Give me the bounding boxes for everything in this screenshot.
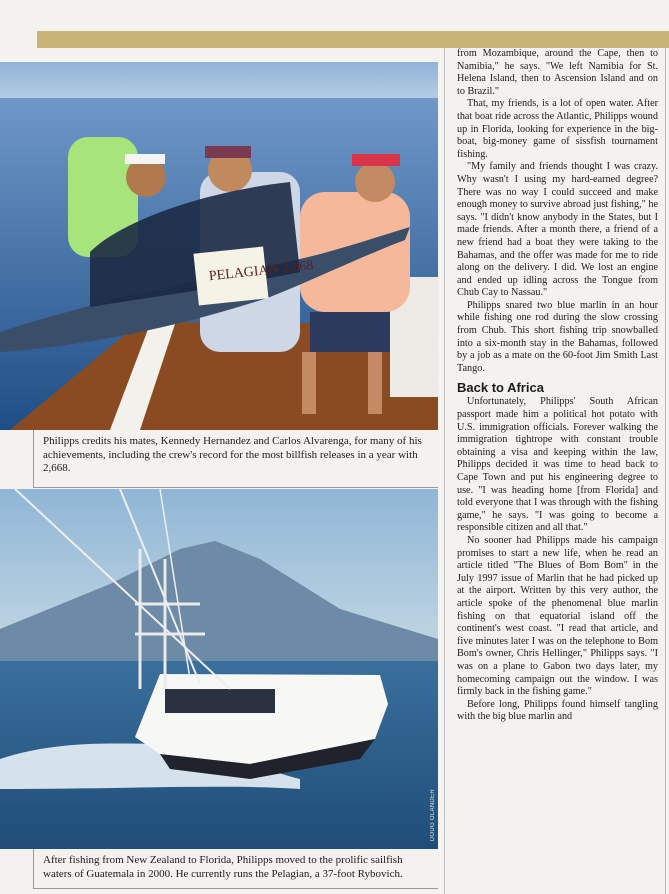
column-rule [444, 48, 445, 894]
article-paragraph: No sooner had Philipps made his campaign promises to start a new life, when he read an article titled "The Blues of Bom Bom" in the July 1997 issue of Marlin that he had picked up at the airport. Written by this very author, the article spoke of the phenomenal blue marlin fishing on that equatorial island off the continent's west coast. "I read that article, and five minutes later I was on the telephone to Bom Bom's owner, Chris Hellinger," Philipps says. "I was on a plane to Gabon two days later, my homecoming campaign out the window. I was firmly back in the fishing game." [457, 534, 658, 698]
flag-tag-text: PELAGIAN 2,668 [208, 258, 315, 285]
article-paragraph: That, my friends, is a lot of open water. After that boat ride across the Atlantic, Philipps wound up in Florida, looking for experience in the big-boat, big-money game of sissfish tournament fishing. [457, 98, 658, 160]
article-column [457, 48, 658, 724]
photo-anglers-illustration [0, 62, 438, 430]
cabin-windows [165, 689, 275, 713]
header-accent-bar [37, 31, 669, 48]
article-paragraph: Unfortunately, Philipps' South African passport made him a political hot potato with U.S. immigration officials. Forever walking the immigration tightrope with constant trouble obtaining a visa and keeping within the law, Philipps decided it was time to head back to Cape Town and put his engineering degree to use. "I was heading home [from Florida] and told everyone that I was through with the fishing game," he says. "I was going to become a responsible citizen and all that." [457, 396, 658, 534]
angler-left-cap [125, 154, 165, 164]
photo2-caption: After fishing from New Zealand to Florida, Philipps moved to the prolific sailfish waters of Guatemala in 2000. He currently runs the Pelagian, a 37-foot Rybovich. [43, 854, 403, 880]
column-rule-right [665, 48, 666, 894]
article-paragraph: from Mozambique, around the Cape, then to Namibia," he says. "We left Namibia for St. Helena Island, then to Ascension Island and on to Brazil." [457, 48, 658, 97]
photo1-caption: Philipps credits his mates, Kennedy Hernandez and Carlos Alvarenga, for many of his achievements, including the crew's record for the most billfish releases in a year with 2,668. [43, 435, 422, 475]
sky [0, 62, 438, 102]
photo-boat-illustration [0, 489, 438, 849]
angler-right-leg [302, 352, 316, 414]
angler-right-face [355, 162, 395, 202]
photo1-credit: SCOTT KERRIGAN [430, 332, 436, 390]
angler-right-leg [368, 352, 382, 414]
angler-center-cap [205, 146, 251, 158]
angler-right-shorts [310, 312, 390, 352]
article-paragraph: Before long, Philipps found himself tangling with the big blue marlin and [457, 698, 658, 723]
photo2-credit: DOUG OLANDER [430, 789, 436, 842]
photo1-caption-box [33, 430, 438, 488]
article-paragraph: Philipps snared two blue marlin in an hour while fishing one rod during the slow crossing from Chub. This short fishing trip snowballed into a six-month stay in the Bahamas, followed by a job as a mate on the 60-foot Jim Smith Last Tango. [457, 299, 658, 374]
photo-anglers-with-sailfish [0, 62, 438, 430]
section-heading: Back to Africa [457, 380, 544, 396]
article-paragraph: "My family and friends thought I was crazy. Why wasn't I using my hard-earned degree? There was no way I could succeed and make enough money to survive abroad just fishing," he says. "I didn't know anybody in the States, but I made friends. After a month there, a friend of a new friend had a boat they were taking to the Bahamas, and the offer was made for me to ride along on the delivery. I did. We lost an engine and ended up idling across the Tongue from Chub Cay to Nassau." [457, 161, 658, 299]
photo2-caption-box [33, 849, 438, 889]
angler-right-cap [352, 154, 400, 166]
photo-sportfishing-boat [0, 489, 438, 849]
